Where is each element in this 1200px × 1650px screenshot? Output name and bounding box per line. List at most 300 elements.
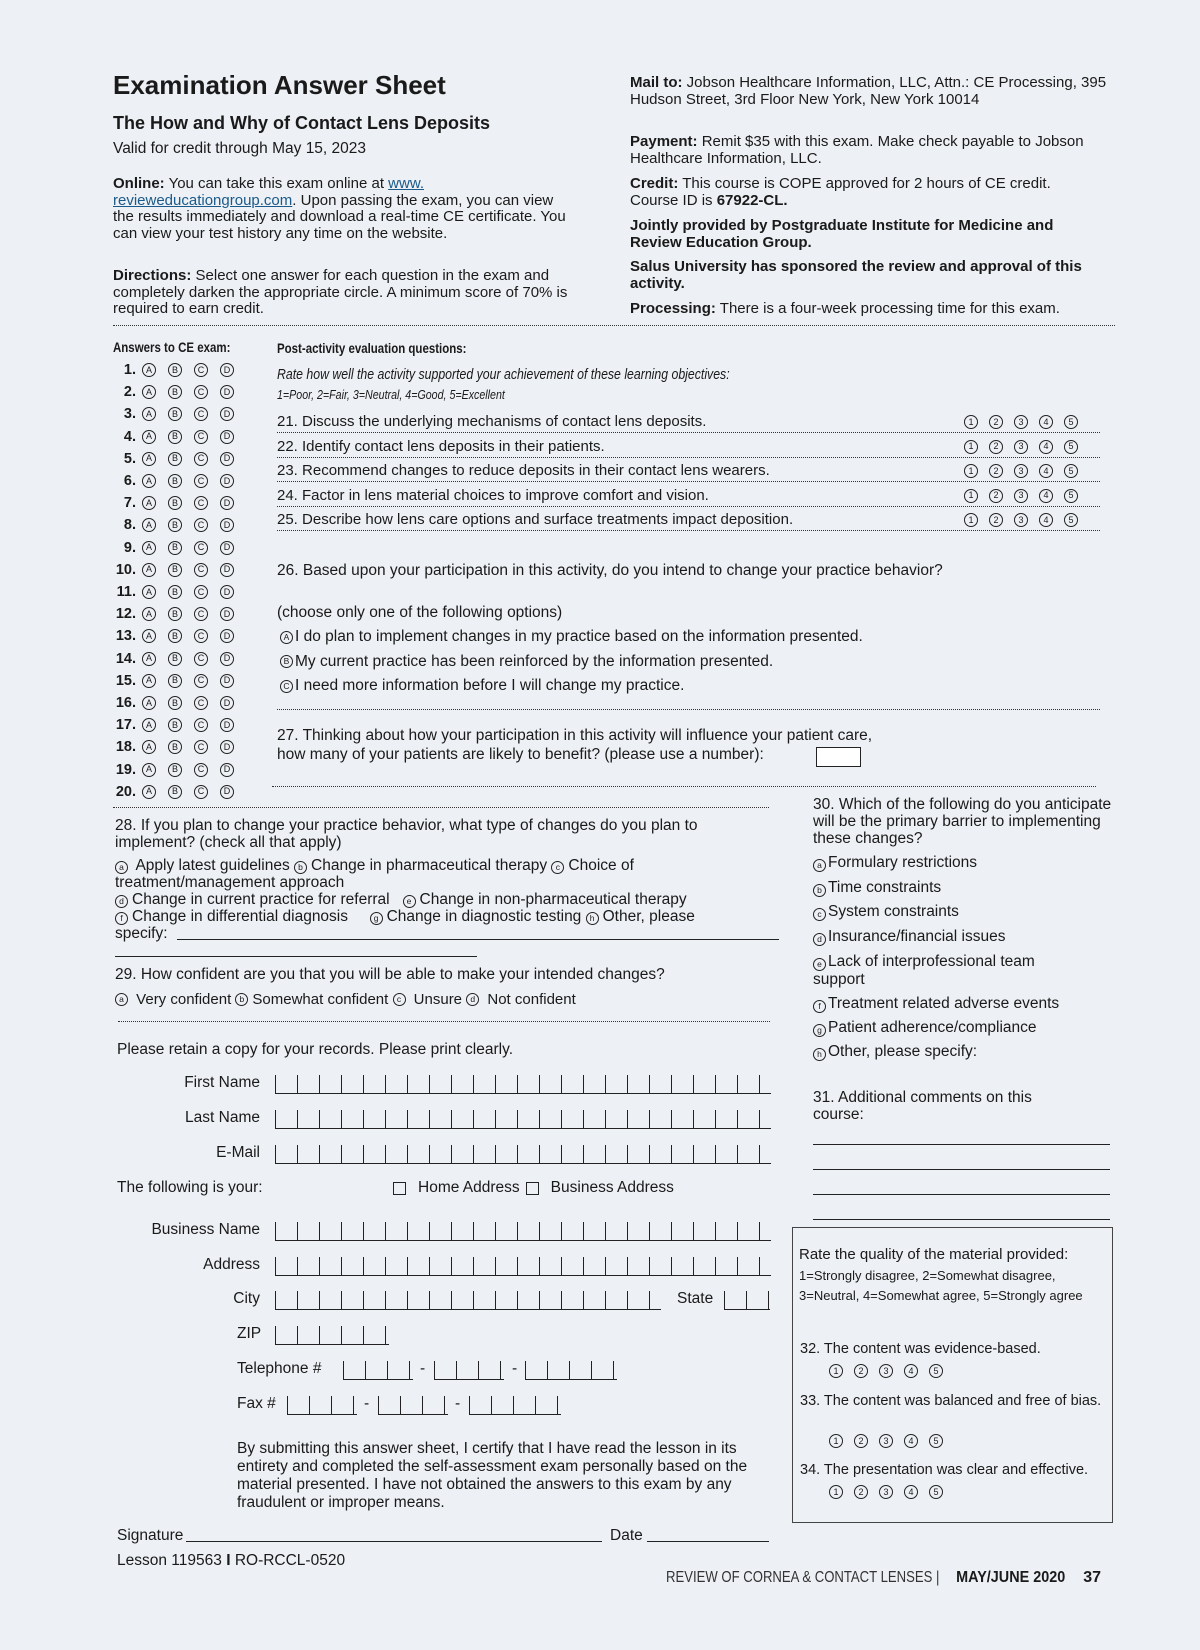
q26-bubble[interactable]: C: [280, 680, 293, 693]
exam-link[interactable]: www. revieweducationgroup.com: [113, 175, 425, 209]
answer-number: 8.: [123, 517, 136, 534]
answer-bubble-b[interactable]: B: [168, 430, 182, 444]
footer-journal: REVIEW OF CORNEA & CONTACT LENSES |: [665, 1569, 940, 1586]
answer-bubble-a[interactable]: A: [142, 452, 156, 466]
eval-rating-group: [964, 464, 1089, 478]
email-label: E-Mail: [216, 1144, 260, 1161]
answer-bubble-c[interactable]: C: [194, 452, 208, 466]
answer-bubble-d[interactable]: D: [220, 452, 234, 466]
page-number: 37: [1083, 1569, 1101, 1586]
phone-dash-2: -: [512, 1360, 518, 1377]
answer-row: [108, 671, 246, 691]
q26-divider: [277, 709, 1100, 710]
eval-instruction: Rate how well the activity supported your achievement of these learning objectives:: [277, 366, 730, 383]
answer-row: [108, 560, 246, 580]
rating-bubble[interactable]: 1: [964, 513, 978, 527]
answer-bubble-a[interactable]: A: [142, 674, 156, 688]
answer-row: [108, 382, 246, 402]
eval-objective: 23. Recommend changes to reduce deposits in their contact lens wearers.: [277, 462, 770, 479]
answer-number: 10.: [115, 561, 136, 578]
online-paragraph: Online: You can take this exam online at www. revieweducationgroup.com. Upon passing the exam, you can view the results immediately and download a real-time CE certificate. You can view your test history any time on the website.: [113, 175, 566, 242]
answer-bubble-c[interactable]: C: [194, 696, 208, 710]
city-label: City: [233, 1290, 260, 1307]
answer-number: 14.: [115, 650, 136, 667]
course-title: The How and Why of Contact Lens Deposits: [113, 113, 491, 133]
rating-bubble[interactable]: 5: [929, 1364, 943, 1378]
rating-bubble[interactable]: 5: [929, 1434, 943, 1448]
rating-bubble[interactable]: 5: [1064, 489, 1078, 503]
answer-row: [108, 427, 246, 447]
eval-heading: Post-activity evaluation questions:: [277, 340, 467, 356]
answer-bubble-a[interactable]: A: [142, 629, 156, 643]
rating-bubble[interactable]: 3: [1014, 440, 1028, 454]
q28-b-bubble[interactable]: b: [294, 861, 307, 874]
answer-row: [108, 737, 246, 757]
rating-bubble[interactable]: 2: [854, 1485, 868, 1499]
first-name-label: First Name: [184, 1074, 260, 1091]
answer-bubble-d[interactable]: D: [220, 652, 234, 666]
q30-option: [813, 903, 1083, 921]
answer-row: [108, 760, 246, 780]
q31-line-1[interactable]: [813, 1144, 1110, 1145]
answer-bubble-a[interactable]: A: [142, 518, 156, 532]
q28-g-bubble[interactable]: g: [370, 912, 383, 925]
q30-option: [813, 1019, 1083, 1037]
address-type: Home Address Business Address: [393, 1179, 674, 1197]
q30-option: [813, 928, 1083, 946]
answer-row: [108, 360, 246, 380]
answer-bubble-d[interactable]: D: [220, 763, 234, 777]
answer-bubble-b[interactable]: B: [168, 718, 182, 732]
answer-bubble-c[interactable]: C: [194, 474, 208, 488]
answer-number: 16.: [115, 695, 136, 711]
rating-bubble[interactable]: 2: [989, 415, 1003, 429]
answer-bubble-a[interactable]: A: [142, 718, 156, 732]
payment: Payment: Remit $35 with this exam. Make check payable to Jobson Healthcare Information, LLC.: [630, 133, 1084, 167]
rating-bubble[interactable]: 1: [964, 464, 978, 478]
answer-bubble-d[interactable]: D: [220, 496, 234, 510]
q27-divider: [272, 786, 1096, 787]
retain-note: Please retain a copy for your records. Please print clearly.: [117, 1041, 514, 1058]
rating-bubble[interactable]: 5: [1064, 415, 1078, 429]
answer-number: 4.: [123, 428, 136, 445]
answer-bubble-c[interactable]: C: [194, 385, 208, 399]
eval-scale: 1=Poor, 2=Fair, 3=Neutral, 4=Good, 5=Excellent: [277, 387, 505, 402]
answer-bubble-b[interactable]: B: [168, 696, 182, 710]
answer-bubble-c[interactable]: C: [194, 718, 208, 732]
rating-bubble[interactable]: 2: [854, 1434, 868, 1448]
answer-number: 1.: [123, 362, 136, 378]
answer-row: [108, 538, 246, 558]
answer-bubble-c[interactable]: C: [194, 763, 208, 777]
header-divider: [113, 325, 1115, 326]
rating-bubble[interactable]: 1: [829, 1364, 843, 1378]
q30-bubble[interactable]: a: [813, 859, 826, 872]
answer-bubble-d[interactable]: D: [220, 785, 234, 799]
answer-bubble-a[interactable]: A: [142, 740, 156, 754]
q28-a-bubble[interactable]: a: [115, 861, 128, 874]
certification: By submitting this answer sheet, I certify that I have read the lesson in its entirety and completed the self-assessment exam personally based on the material presented. I have not obtained the answers to this exam by any fraudulent or improper means.: [237, 1440, 748, 1511]
q30-option-text: Insurance/financial issues: [828, 928, 1006, 945]
answers-heading: Answers to CE exam:: [113, 339, 231, 355]
answer-bubble-b[interactable]: B: [168, 452, 182, 466]
answer-number: 20.: [115, 783, 136, 800]
answer-row: [108, 626, 246, 646]
q26-bubble[interactable]: B: [280, 655, 293, 668]
answer-bubble-a[interactable]: A: [142, 652, 156, 666]
state-field[interactable]: [724, 1291, 770, 1310]
q30-option: [813, 953, 1083, 988]
answer-bubble-a[interactable]: A: [142, 785, 156, 799]
rating-bubble[interactable]: 1: [964, 489, 978, 503]
q28-specify-line2[interactable]: [115, 956, 477, 957]
rating-bubble[interactable]: 5: [929, 1485, 943, 1499]
rating-bubble[interactable]: 2: [989, 513, 1003, 527]
q30-option: [813, 1043, 1083, 1061]
rating-bubble[interactable]: 1: [829, 1434, 843, 1448]
answer-bubble-d[interactable]: D: [220, 474, 234, 488]
city-field[interactable]: [275, 1291, 661, 1310]
answer-bubble-c[interactable]: C: [194, 785, 208, 799]
q26-option-text: I do plan to implement changes in my practice based on the information presented.: [295, 628, 863, 645]
answer-bubble-b[interactable]: B: [168, 607, 182, 621]
q30-bubble[interactable]: b: [813, 884, 826, 897]
q26-option-text: I need more information before I will change my practice.: [295, 677, 685, 694]
answer-bubble-c[interactable]: C: [194, 607, 208, 621]
q26-option: [280, 628, 863, 646]
q30-bubble[interactable]: g: [813, 1024, 826, 1037]
answer-number: 2.: [123, 384, 136, 401]
answer-bubble-d[interactable]: D: [220, 430, 234, 444]
business-name-field[interactable]: [275, 1222, 771, 1241]
q28-d-bubble[interactable]: d: [115, 895, 128, 908]
answer-bubble-c[interactable]: C: [194, 585, 208, 599]
quality-rating-group: [829, 1434, 954, 1448]
answer-bubble-c[interactable]: C: [194, 496, 208, 510]
answer-bubble-c[interactable]: C: [194, 674, 208, 688]
processing: Processing: There is a four-week processing time for this exam.: [630, 300, 1060, 317]
q28-e-bubble[interactable]: e: [403, 895, 416, 908]
answer-bubble-b[interactable]: B: [168, 363, 182, 377]
q30-option-text: Formulary restrictions: [828, 854, 977, 871]
q30-question: 30. Which of the following do you anticipate will be the primary barrier to implementing these changes?: [813, 796, 1112, 847]
rating-bubble[interactable]: 1: [964, 440, 978, 454]
valid-through: Valid for credit through May 15, 2023: [113, 140, 367, 157]
rating-bubble[interactable]: 1: [964, 415, 978, 429]
answer-row: [108, 493, 246, 513]
answer-bubble-c[interactable]: C: [194, 518, 208, 532]
eval-objective: 21. Discuss the underlying mechanisms of contact lens deposits.: [277, 413, 707, 430]
q26-question: 26. Based upon your participation in this activity, do you intend to change your practice behavior?: [277, 562, 943, 579]
last-name-label: Last Name: [185, 1109, 260, 1126]
answer-number: 7.: [123, 495, 136, 512]
answer-bubble-d[interactable]: D: [220, 740, 234, 754]
answer-number: 9.: [123, 539, 136, 556]
answer-bubble-b[interactable]: B: [168, 652, 182, 666]
phone-prefix-field[interactable]: [434, 1361, 504, 1380]
answer-bubble-a[interactable]: A: [142, 696, 156, 710]
signature-label: Signature: [117, 1527, 184, 1544]
q26-option: [280, 677, 684, 695]
answer-bubble-c[interactable]: C: [194, 563, 208, 577]
answer-bubble-a[interactable]: A: [142, 563, 156, 577]
answer-bubble-c[interactable]: C: [194, 652, 208, 666]
answer-bubble-d[interactable]: D: [220, 518, 234, 532]
state-label: State: [677, 1290, 714, 1307]
answer-number: 17.: [115, 717, 136, 734]
q29-c-bubble[interactable]: c: [393, 993, 406, 1006]
business-name-label: Business Name: [151, 1221, 260, 1238]
first-name-field[interactable]: [275, 1075, 771, 1094]
rating-bubble[interactable]: 3: [1014, 415, 1028, 429]
answer-row: [108, 782, 246, 802]
fax-area-field[interactable]: [287, 1396, 357, 1415]
business-address-checkbox[interactable]: [526, 1182, 539, 1195]
rating-bubble[interactable]: 3: [1014, 464, 1028, 478]
q30-bubble[interactable]: h: [813, 1048, 826, 1061]
rating-bubble[interactable]: 5: [1064, 464, 1078, 478]
answer-bubble-b[interactable]: B: [168, 763, 182, 777]
answer-bubble-c[interactable]: C: [194, 740, 208, 754]
rating-bubble[interactable]: 3: [879, 1434, 893, 1448]
q29-d-bubble[interactable]: d: [466, 993, 479, 1006]
quality-item: 33. The content was balanced and free of bias.: [800, 1393, 1102, 1409]
q26-option-text: My current practice has been reinforced by the information presented.: [295, 652, 774, 670]
fax-dash-1: -: [364, 1395, 370, 1412]
q30-option-text: Other, please specify:: [828, 1043, 978, 1060]
rating-bubble[interactable]: 4: [904, 1485, 918, 1499]
answer-number: 6.: [123, 473, 136, 489]
answer-row: [108, 693, 246, 713]
fax-dash-2: -: [455, 1395, 461, 1412]
rating-bubble[interactable]: 2: [989, 489, 1003, 503]
answer-bubble-c[interactable]: C: [194, 407, 208, 421]
mail-to: Mail to: Jobson Healthcare Information, LLC, Attn.: CE Processing, 395 Hudson Street, 3rd Floor New York, New York 10014: [630, 74, 1107, 108]
rating-bubble[interactable]: 3: [1014, 513, 1028, 527]
eval-row: [277, 457, 1100, 482]
eval-objective: 25. Describe how lens care options and surface treatments impact deposition.: [277, 511, 794, 528]
rating-bubble[interactable]: 2: [989, 464, 1003, 478]
q28-c-bubble[interactable]: c: [551, 861, 564, 874]
eval-row: [277, 433, 1100, 458]
q30-option: [813, 854, 1083, 872]
address-field[interactable]: [275, 1257, 771, 1276]
answer-bubble-c[interactable]: C: [194, 629, 208, 643]
answer-bubble-d[interactable]: D: [220, 674, 234, 688]
eval-objective: 24. Factor in lens material choices to improve comfort and vision.: [277, 486, 709, 504]
following-label: The following is your:: [117, 1179, 263, 1196]
answer-number: 5.: [123, 450, 136, 467]
phone-area-field[interactable]: [343, 1361, 413, 1380]
answer-bubble-d[interactable]: D: [220, 363, 234, 377]
rating-bubble[interactable]: 2: [989, 440, 1003, 454]
last-name-field[interactable]: [275, 1110, 771, 1129]
fax-prefix-field[interactable]: [378, 1396, 448, 1415]
answer-number: 19.: [115, 761, 136, 778]
page-title: Examination Answer Sheet: [113, 70, 446, 100]
fax-line-field[interactable]: [469, 1396, 561, 1415]
answer-number: 18.: [115, 739, 136, 756]
answer-bubble-a[interactable]: A: [142, 585, 156, 599]
answer-bubble-c[interactable]: C: [194, 541, 208, 555]
answer-bubble-a[interactable]: A: [142, 385, 156, 399]
quality-scale: 1=Strongly disagree, 2=Somewhat disagree, 3=Neutral, 4=Somewhat agree, 5=Strongly agree: [799, 1268, 1083, 1303]
quality-item: 34. The presentation was clear and effective.: [800, 1462, 1089, 1478]
answer-bubble-a[interactable]: A: [142, 763, 156, 777]
answer-bubble-a[interactable]: A: [142, 363, 156, 377]
q31-question: 31. Additional comments on this course:: [813, 1089, 1032, 1123]
rating-bubble[interactable]: 5: [1064, 513, 1078, 527]
answer-bubble-b[interactable]: B: [168, 740, 182, 754]
q29-a-bubble[interactable]: a: [115, 993, 128, 1006]
salus-sponsor: Salus University has sponsored the review and approval of this activity.: [630, 258, 1082, 292]
answer-bubble-d[interactable]: D: [220, 385, 234, 399]
q30-option: [813, 879, 1083, 897]
answer-bubble-d[interactable]: D: [220, 585, 234, 599]
answer-bubble-a[interactable]: A: [142, 407, 156, 421]
phone-dash-1: -: [420, 1360, 426, 1377]
credit: Credit: This course is COPE approved for 2 hours of CE credit. Course ID is 67922-CL.: [630, 175, 1051, 209]
q28-options: a Apply latest guidelines b Change in pharmaceutical therapy c Choice of treatment/management approach d Change in current practice for referral e Change in non-pharmaceutical therapy f Change in differential diagnosis g Change in diagnostic testing h Other, please specify:: [115, 857, 695, 942]
answer-bubble-a[interactable]: A: [142, 430, 156, 444]
answer-bubble-b[interactable]: B: [168, 629, 182, 643]
rating-bubble[interactable]: 3: [879, 1485, 893, 1499]
jointly-provided: Jointly provided by Postgraduate Institute for Medicine and Review Education Group.: [630, 217, 1054, 251]
phone-line-field[interactable]: [525, 1361, 617, 1380]
answer-number: 12.: [115, 606, 136, 623]
zip-field[interactable]: [275, 1326, 389, 1345]
answer-bubble-a[interactable]: A: [142, 496, 156, 510]
answer-number: 13.: [115, 628, 136, 645]
q30-option-text: Time constraints: [828, 879, 942, 896]
answer-row: [108, 582, 246, 602]
answer-bubble-d[interactable]: D: [220, 718, 234, 732]
footer-issue: MAY/JUNE 2020: [955, 1569, 1065, 1586]
rating-bubble[interactable]: 4: [904, 1364, 918, 1378]
eval-objective: 22. Identify contact lens deposits in their patients.: [277, 437, 605, 455]
quality-heading: Rate the quality of the material provided:: [799, 1246, 1069, 1263]
eval-rating-group: [964, 489, 1089, 503]
answer-bubble-d[interactable]: D: [220, 629, 234, 643]
answer-bubble-b[interactable]: B: [168, 518, 182, 532]
answer-bubble-d[interactable]: D: [220, 541, 234, 555]
q27-line2: how many of your patients are likely to benefit? (please use a number):: [277, 746, 764, 763]
answer-bubble-b[interactable]: B: [168, 674, 182, 688]
fax-label: Fax #: [237, 1395, 276, 1412]
rating-bubble[interactable]: 4: [1039, 464, 1053, 478]
rating-bubble[interactable]: 4: [1039, 415, 1053, 429]
answer-number: 15.: [115, 672, 136, 689]
answer-bubble-b[interactable]: B: [168, 385, 182, 399]
answer-bubble-c[interactable]: C: [194, 430, 208, 444]
answer-bubble-c[interactable]: C: [194, 363, 208, 377]
answer-bubble-a[interactable]: A: [142, 474, 156, 488]
answer-bubble-b[interactable]: B: [168, 541, 182, 555]
zip-label: ZIP: [237, 1325, 262, 1342]
date-label: Date: [610, 1527, 643, 1544]
q28-h-bubble[interactable]: h: [586, 912, 599, 925]
q26-note: (choose only one of the following options): [277, 604, 563, 621]
answer-row: [108, 471, 246, 491]
answer-bubble-a[interactable]: A: [142, 541, 156, 555]
q28-f-bubble[interactable]: f: [115, 912, 128, 925]
eval-rating-group: [964, 440, 1089, 454]
q30-option: [813, 995, 1083, 1013]
answer-row: [108, 449, 246, 469]
answer-bubble-a[interactable]: A: [142, 607, 156, 621]
answer-row: [108, 404, 246, 424]
date-line[interactable]: [647, 1541, 769, 1542]
q26-bubble[interactable]: A: [280, 631, 293, 644]
answer-bubble-d[interactable]: D: [220, 607, 234, 621]
eval-row: [277, 506, 1100, 531]
rating-bubble[interactable]: 1: [829, 1485, 843, 1499]
signature-line[interactable]: [186, 1541, 602, 1542]
answer-row: [108, 649, 246, 669]
quality-item: 32. The content was evidence-based.: [800, 1341, 1041, 1357]
q28-question: 28. If you plan to change your practice behavior, what type of changes do you plan to implement? (check all that apply): [115, 817, 698, 851]
page-footer: [606, 1569, 1101, 1587]
q29-b-bubble[interactable]: b: [235, 993, 248, 1006]
rating-bubble[interactable]: 3: [1014, 489, 1028, 503]
q29-question: 29. How confident are you that you will be able to make your intended changes?: [115, 966, 665, 983]
q30-option-text: System constraints: [828, 903, 959, 920]
answer-bubble-b[interactable]: B: [168, 785, 182, 799]
q30-option-text: Treatment related adverse events: [828, 995, 1060, 1012]
q31-line-4[interactable]: [813, 1219, 1110, 1220]
answer-bubble-b[interactable]: B: [168, 496, 182, 510]
q30-bubble[interactable]: e: [813, 958, 826, 971]
home-address-checkbox[interactable]: [393, 1182, 406, 1195]
directions-paragraph: Directions: Select one answer for each question in the exam and completely darken the appropriate circle. A minimum score of 70% is required to earn credit.: [113, 267, 568, 317]
answer-bubble-b[interactable]: B: [168, 585, 182, 599]
q29-options: a Very confident b Somewhat confident c Unsure d Not confident: [115, 991, 576, 1008]
eval-rating-group: [964, 415, 1089, 429]
answer-bubble-b[interactable]: B: [168, 407, 182, 421]
q30-bubble[interactable]: c: [813, 908, 826, 921]
rating-bubble[interactable]: 2: [854, 1364, 868, 1378]
answer-bubble-b[interactable]: B: [168, 563, 182, 577]
rating-bubble[interactable]: 4: [904, 1434, 918, 1448]
address-label: Address: [203, 1256, 260, 1273]
q27-number-input[interactable]: [816, 747, 861, 767]
rating-bubble[interactable]: 4: [1039, 440, 1053, 454]
q28-top-divider: [113, 807, 769, 808]
q31-line-2[interactable]: [813, 1169, 1110, 1170]
answer-row: [108, 715, 246, 735]
eval-rating-group: [964, 513, 1089, 527]
rating-bubble[interactable]: 4: [1039, 513, 1053, 527]
answer-row: [108, 515, 246, 535]
q30-bubble[interactable]: d: [813, 933, 826, 946]
rating-bubble[interactable]: 5: [1064, 440, 1078, 454]
answer-bubble-d[interactable]: D: [220, 563, 234, 577]
answer-row: [108, 604, 246, 624]
rating-bubble[interactable]: 4: [1039, 489, 1053, 503]
q30-bubble[interactable]: f: [813, 1000, 826, 1013]
answer-bubble-b[interactable]: B: [168, 474, 182, 488]
quality-rating-group: [829, 1364, 954, 1378]
q28-specify-line[interactable]: [177, 939, 779, 940]
q31-line-3[interactable]: [813, 1194, 1110, 1195]
email-field[interactable]: [275, 1145, 771, 1164]
q29-divider: [118, 1021, 770, 1022]
answer-bubble-d[interactable]: D: [220, 407, 234, 421]
answer-bubble-d[interactable]: D: [220, 696, 234, 710]
rating-bubble[interactable]: 3: [879, 1364, 893, 1378]
q30-option-text: Patient adherence/compliance: [828, 1019, 1037, 1036]
eval-row: [277, 482, 1100, 507]
